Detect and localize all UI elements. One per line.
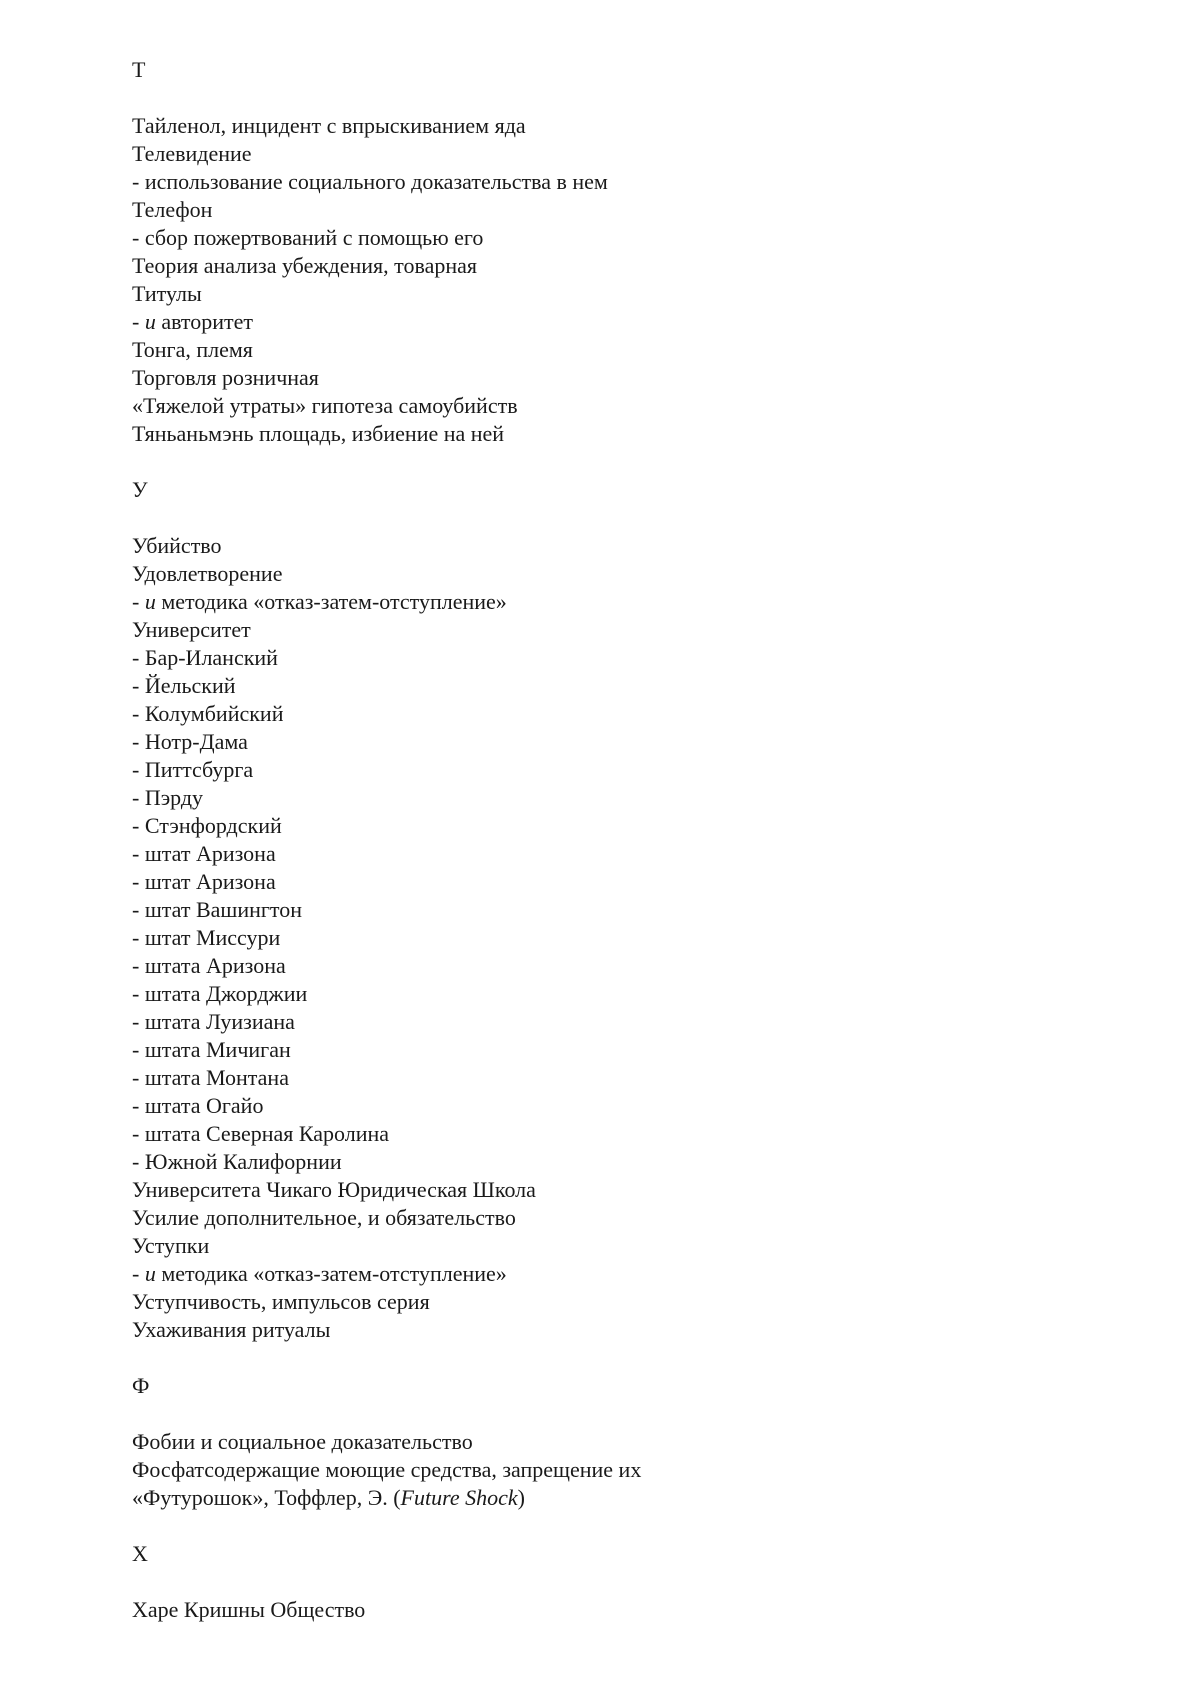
index-subentry: - сбор пожертвований с помощью его xyxy=(132,225,484,250)
index-entry: Университет xyxy=(132,617,251,642)
index-page xyxy=(132,56,1132,1652)
section-letter: У xyxy=(132,477,148,502)
index-entry: Уступки xyxy=(132,1233,210,1258)
entry-list xyxy=(132,1428,1132,1512)
section-letter: Х xyxy=(132,1541,148,1566)
index-entry: Убийство xyxy=(132,533,222,558)
index-subentry: - Йельский xyxy=(132,673,236,698)
index-subentry: - Южной Калифорнии xyxy=(132,1149,342,1174)
index-entry: Телевидение xyxy=(132,141,252,166)
index-subentry: - штата Северная Каролина xyxy=(132,1121,390,1146)
index-subentry: - использование социального доказательства в нем xyxy=(132,169,608,194)
index-subentry: - штата Аризона xyxy=(132,953,286,978)
index-subentry: - и авторитет xyxy=(132,309,254,334)
index-section-t xyxy=(132,56,1132,448)
index-entry: «Футурошок», Тоффлер, Э. (Future Shock) xyxy=(132,1485,525,1510)
index-entry: Усилие дополнительное, и обязательство xyxy=(132,1205,516,1230)
index-section-f xyxy=(132,1372,1132,1512)
index-subentry: - и методика «отказ-затем-отступление» xyxy=(132,589,507,614)
index-section-u xyxy=(132,476,1132,1344)
index-entry: «Тяжелой утраты» гипотеза самоубийств xyxy=(132,393,518,418)
index-entry: Тайленол, инцидент с впрыскиванием яда xyxy=(132,113,526,138)
index-subentry: - Питтсбурга xyxy=(132,757,254,782)
index-subentry: - Нотр-Дама xyxy=(132,729,248,754)
section-letter: Ф xyxy=(132,1373,150,1398)
index-entry: Уступчивость, импульсов серия xyxy=(132,1289,430,1314)
index-entry: Фобии и социальное доказательство xyxy=(132,1429,473,1454)
entry-list xyxy=(132,112,1132,448)
index-subentry: - Стэнфордский xyxy=(132,813,282,838)
index-section-kh xyxy=(132,1540,1132,1624)
index-subentry: - штата Огайо xyxy=(132,1093,264,1118)
index-entry: Тяньаньмэнь площадь, избиение на ней xyxy=(132,421,505,446)
index-subentry: - штат Миссури xyxy=(132,925,281,950)
index-entry: Титулы xyxy=(132,281,202,306)
section-letter: Т xyxy=(132,57,146,82)
index-subentry: - штата Луизиана xyxy=(132,1009,295,1034)
index-entry: Теория анализа убеждения, товарная xyxy=(132,253,478,278)
index-entry: Удовлетворение xyxy=(132,561,283,586)
index-subentry: - штата Мичиган xyxy=(132,1037,291,1062)
index-subentry: - Колумбийский xyxy=(132,701,284,726)
index-subentry: - штат Вашингтон xyxy=(132,897,303,922)
index-entry: Торговля розничная xyxy=(132,365,319,390)
index-subentry: - штата Монтана xyxy=(132,1065,289,1090)
index-entry: Телефон xyxy=(132,197,213,222)
index-entry: Харе Кришны Общество xyxy=(132,1597,366,1622)
index-entry: Фосфатсодержащие моющие средства, запрещение их xyxy=(132,1457,642,1482)
index-subentry: - штат Аризона xyxy=(132,869,276,894)
index-subentry: - штат Аризона xyxy=(132,841,276,866)
entry-list xyxy=(132,1596,1132,1624)
index-entry: Университета Чикаго Юридическая Школа xyxy=(132,1177,536,1202)
index-subentry: - штата Джорджии xyxy=(132,981,308,1006)
index-entry: Тонга, племя xyxy=(132,337,253,362)
index-subentry: - и методика «отказ-затем-отступление» xyxy=(132,1261,507,1286)
index-subentry: - Пэрду xyxy=(132,785,204,810)
index-subentry: - Бар-Иланский xyxy=(132,645,278,670)
index-entry: Ухаживания ритуалы xyxy=(132,1317,331,1342)
entry-list xyxy=(132,532,1132,1344)
